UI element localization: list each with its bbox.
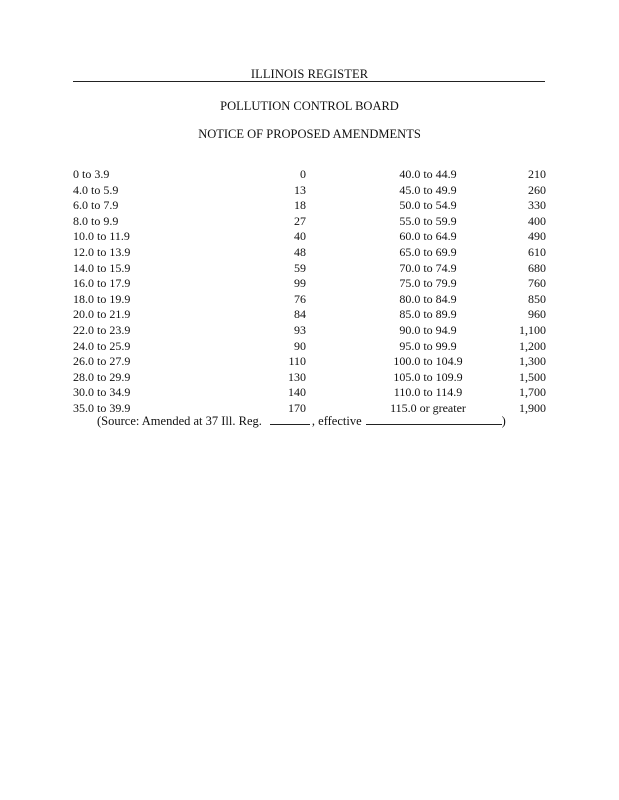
value-cell: 13	[294, 182, 306, 197]
range-cell: 80.0 to 84.9	[399, 291, 457, 306]
value-cell: 93	[294, 322, 306, 337]
range-cell: 16.0 to 17.9	[73, 276, 131, 291]
range-cell: 60.0 to 64.9	[399, 229, 457, 244]
source-middle: , effective	[311, 414, 362, 428]
source-suffix: )	[501, 414, 506, 428]
value-cell: 99	[294, 276, 306, 291]
range-cell: 30.0 to 34.9	[73, 385, 131, 400]
range-cell: 12.0 to 13.9	[73, 244, 131, 259]
table-row	[73, 261, 546, 277]
range-cell: 18.0 to 19.9	[73, 291, 131, 306]
value-cell: 48	[294, 244, 306, 259]
range-cell: 95.0 to 99.9	[399, 338, 457, 353]
value-cell: 210	[528, 167, 546, 181]
value-cell: 0	[300, 167, 306, 181]
value-cell: 110	[288, 354, 306, 369]
table-row	[73, 385, 546, 401]
value-cell: 1,300	[519, 354, 546, 369]
header-divider	[73, 81, 545, 82]
table-row	[73, 307, 546, 323]
value-cell: 260	[528, 182, 546, 197]
range-cell: 22.0 to 23.9	[73, 322, 131, 337]
table-row	[73, 292, 546, 308]
value-cell: 90	[294, 338, 306, 353]
table-row	[73, 245, 546, 261]
value-cell: 1,200	[519, 338, 546, 353]
value-cell: 140	[288, 385, 306, 400]
table-row	[73, 167, 546, 183]
table-row	[73, 339, 546, 355]
table-row	[73, 370, 546, 386]
table-row	[73, 354, 546, 370]
value-cell: 330	[528, 198, 546, 213]
value-cell: 59	[294, 260, 306, 275]
value-cell: 490	[528, 229, 546, 244]
range-cell: 100.0 to 104.9	[393, 354, 463, 369]
value-cell: 18	[294, 198, 306, 213]
range-cell: 115.0 or greater	[390, 400, 466, 415]
rate-table	[73, 167, 546, 417]
value-cell: 960	[528, 307, 546, 322]
value-cell: 610	[528, 244, 546, 259]
range-cell: 65.0 to 69.9	[399, 244, 457, 259]
value-cell: 170	[288, 400, 306, 415]
value-cell: 1,500	[519, 369, 546, 384]
range-cell: 26.0 to 27.9	[73, 354, 131, 369]
range-cell: 75.0 to 79.9	[399, 276, 457, 291]
table-row	[73, 214, 546, 230]
value-cell: 76	[294, 291, 306, 306]
effective-date-blank	[366, 412, 502, 425]
range-cell: 20.0 to 21.9	[73, 307, 131, 322]
table-row	[73, 229, 546, 245]
register-title: ILLINOIS REGISTER	[250, 67, 369, 81]
range-cell: 85.0 to 89.9	[399, 307, 457, 322]
value-cell: 130	[288, 369, 306, 384]
range-cell: 105.0 to 109.9	[393, 369, 463, 384]
range-cell: 24.0 to 25.9	[73, 338, 131, 353]
range-cell: 10.0 to 11.9	[73, 229, 130, 244]
source-prefix: (Source: Amended at 37 Ill. Reg.	[97, 414, 262, 428]
range-cell: 45.0 to 49.9	[399, 182, 457, 197]
value-cell: 1,100	[519, 322, 546, 337]
range-cell: 0 to 3.9	[73, 167, 110, 181]
table-row	[73, 323, 546, 339]
value-cell: 84	[294, 307, 306, 322]
value-cell: 850	[528, 291, 546, 306]
range-cell: 6.0 to 7.9	[73, 198, 119, 213]
range-cell: 55.0 to 59.9	[399, 213, 457, 228]
value-cell: 40	[294, 229, 306, 244]
range-cell: 40.0 to 44.9	[399, 167, 457, 181]
range-cell: 4.0 to 5.9	[73, 182, 119, 197]
table-row	[73, 198, 546, 214]
range-cell: 8.0 to 9.9	[73, 213, 119, 228]
range-cell: 14.0 to 15.9	[73, 260, 131, 275]
value-cell: 27	[294, 213, 306, 228]
range-cell: 70.0 to 74.9	[399, 260, 457, 275]
range-cell: 50.0 to 54.9	[399, 198, 457, 213]
value-cell: 680	[528, 260, 546, 275]
agency-name: POLLUTION CONTROL BOARD	[220, 99, 399, 113]
notice-title: NOTICE OF PROPOSED AMENDMENTS	[198, 127, 421, 141]
register-page-blank	[270, 412, 310, 425]
value-cell: 1,700	[519, 385, 546, 400]
value-cell: 1,900	[519, 400, 546, 415]
range-cell: 110.0 to 114.9	[393, 385, 463, 400]
table-row	[73, 183, 546, 199]
value-cell: 760	[528, 276, 546, 291]
range-cell: 90.0 to 94.9	[399, 322, 457, 337]
source-note	[97, 412, 506, 429]
value-cell: 400	[528, 213, 546, 228]
range-cell: 28.0 to 29.9	[73, 369, 131, 384]
table-row	[73, 276, 546, 292]
range-cell: 35.0 to 39.9	[73, 400, 131, 415]
